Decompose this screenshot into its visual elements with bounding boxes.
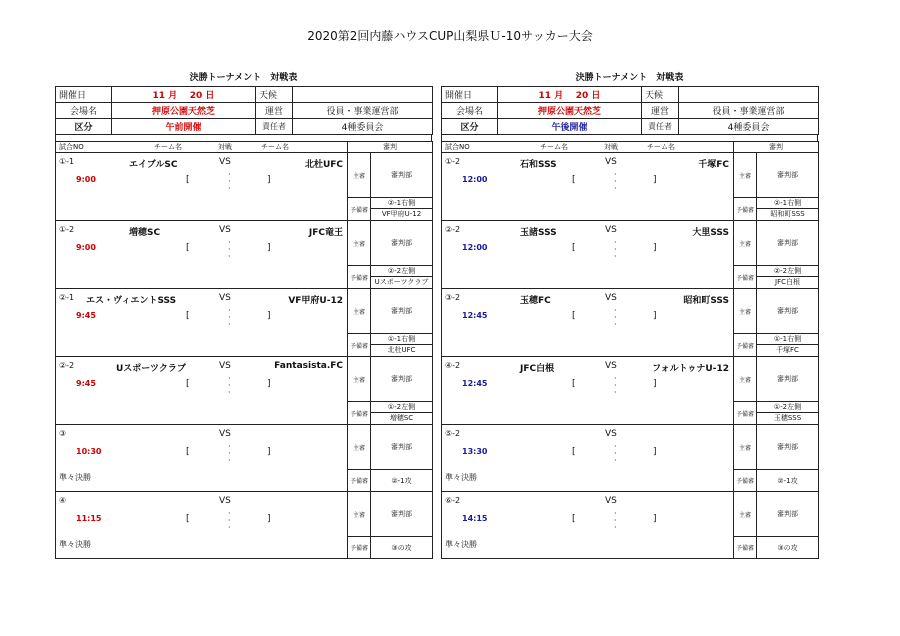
- match-number: ①-1: [59, 157, 75, 166]
- reserve-ref-cell: [371, 334, 433, 357]
- score-separator: · · ·: [228, 442, 231, 465]
- session-value: 午前開催: [112, 119, 256, 135]
- responsible-label: 責任者: [642, 119, 679, 135]
- main-ref-value: 審判部: [757, 221, 819, 266]
- header-vs: 対戦: [218, 143, 232, 151]
- team-b: VF甲府U-12: [288, 296, 343, 306]
- main-ref-label: 主審: [348, 425, 371, 470]
- score-bracket-open: [: [186, 175, 190, 185]
- score-bracket-close: ]: [267, 311, 271, 321]
- main-ref-value: 審判部: [371, 153, 433, 198]
- header-team-a: チーム名: [540, 143, 568, 151]
- reserve-ref-label: 予備審: [734, 402, 757, 425]
- score-bracket-close: ]: [267, 379, 271, 389]
- date-label: 開催日: [442, 87, 498, 103]
- main-ref-value: 審判部: [757, 357, 819, 402]
- team-a: 石和SSS: [520, 160, 557, 170]
- sheet-subtitle: 決勝トーナメント 対戦表: [575, 73, 684, 83]
- main-ref-label: 主審: [348, 492, 371, 537]
- team-a: 玉諸SSS: [520, 228, 557, 238]
- team-b: 大里SSS: [692, 228, 729, 238]
- team-a: エス・ヴィエントSSS: [86, 296, 177, 306]
- team-b: 千塚FC: [698, 160, 729, 170]
- score-separator: · · ·: [228, 374, 231, 397]
- reserve-ref-value: ②-1攻: [757, 470, 819, 492]
- score-bracket-close: ]: [267, 514, 271, 524]
- team-b: 昭和町SSS: [683, 296, 729, 306]
- match-row: [56, 289, 348, 357]
- reserve-ref-label: 予備審: [734, 334, 757, 357]
- reserve-ref-label: 予備審: [348, 334, 371, 357]
- info-table: [55, 86, 433, 135]
- match-number: ④: [59, 496, 67, 505]
- main-ref-label: 主審: [734, 289, 757, 334]
- vs-label: VS: [219, 429, 231, 439]
- main-ref-value: 審判部: [371, 289, 433, 334]
- match-row: [442, 289, 734, 357]
- division-label: 区分: [442, 119, 498, 135]
- team-b: フォルトゥナU-12: [652, 364, 729, 374]
- score-separator: · · ·: [614, 374, 617, 397]
- info-table: [441, 86, 819, 135]
- session-value: 午後開催: [498, 119, 642, 135]
- match-number: ③-2: [445, 293, 461, 302]
- main-ref-value: 審判部: [371, 492, 433, 537]
- score-bracket-open: [: [186, 311, 190, 321]
- main-ref-label: 主審: [734, 221, 757, 266]
- header-no: 試合NO: [59, 143, 84, 151]
- header-referee: 審判: [734, 142, 819, 153]
- score-separator: · · ·: [614, 170, 617, 193]
- venue-label: 会場名: [56, 103, 112, 119]
- score-bracket-close: ]: [653, 447, 657, 457]
- venue-value: 押原公園天然芝: [112, 103, 256, 119]
- team-a: 玉穂FC: [520, 296, 551, 306]
- vs-label: VS: [219, 361, 231, 371]
- document-title: 2020第2回内藤ハウスCUP山梨県Ｕ-10サッカー大会: [307, 29, 593, 43]
- match-row: [56, 221, 348, 289]
- score-bracket-close: ]: [653, 379, 657, 389]
- score-bracket-open: [: [572, 243, 576, 253]
- reserve-ref-cell: [757, 402, 819, 425]
- main-ref-label: 主審: [734, 492, 757, 537]
- date-label: 開催日: [56, 87, 112, 103]
- reserve-ref-cell: [757, 266, 819, 289]
- reserve-ref-value: ③の攻: [757, 537, 819, 559]
- match-number: ②-1: [59, 293, 75, 302]
- score-separator: · · ·: [228, 170, 231, 193]
- reserve-ref-top: ①-1右側: [757, 334, 818, 345]
- match-row: [442, 492, 734, 559]
- mgmt-value: 役員・事業運営部: [679, 103, 819, 119]
- header-vs: 対戦: [604, 143, 618, 151]
- score-bracket-open: [: [572, 175, 576, 185]
- main-ref-value: 審判部: [371, 425, 433, 470]
- score-bracket-open: [: [186, 514, 190, 524]
- date-day: 20 日: [575, 91, 601, 101]
- weather-value: [293, 87, 433, 103]
- match-row: [442, 221, 734, 289]
- score-bracket-open: [: [572, 447, 576, 457]
- event-date: [112, 87, 256, 103]
- responsible-value: 4種委員会: [293, 119, 433, 135]
- main-ref-label: 主審: [734, 153, 757, 198]
- match-time: 9:45: [76, 379, 96, 388]
- main-ref-value: 審判部: [371, 221, 433, 266]
- match-row: [56, 153, 348, 221]
- date-month: 11 月: [538, 91, 564, 101]
- match-number: ①-2: [59, 225, 75, 234]
- mgmt-label: 運営: [256, 103, 293, 119]
- weather-value: [679, 87, 819, 103]
- date-month: 11 月: [152, 91, 178, 101]
- main-ref-label: 主審: [348, 221, 371, 266]
- main-ref-value: 審判部: [757, 289, 819, 334]
- main-ref-label: 主審: [348, 289, 371, 334]
- reserve-ref-bottom: VF甲府U-12: [381, 210, 422, 218]
- vs-label: VS: [605, 293, 617, 303]
- score-bracket-open: [: [186, 447, 190, 457]
- match-number: ①-2: [445, 157, 461, 166]
- team-a: Uスポーツクラブ: [116, 364, 186, 374]
- reserve-ref-top: ①-2左側: [371, 402, 432, 413]
- match-time: 13:30: [462, 447, 488, 456]
- reserve-ref-top: ①-2左側: [757, 402, 818, 413]
- table-header: [56, 142, 348, 153]
- table-header: [442, 142, 734, 153]
- score-separator: · · ·: [614, 306, 617, 329]
- score-separator: · · ·: [228, 509, 231, 532]
- reserve-ref-label: 予備審: [734, 470, 757, 492]
- score-bracket-open: [: [186, 379, 190, 389]
- score-bracket-open: [: [572, 379, 576, 389]
- reserve-ref-top: ②-2左側: [757, 266, 818, 277]
- reserve-ref-cell: [757, 198, 819, 221]
- event-date: [498, 87, 642, 103]
- weather-label: 天候: [256, 87, 293, 103]
- score-separator: · · ·: [614, 442, 617, 465]
- score-bracket-open: [: [572, 311, 576, 321]
- reserve-ref-label: 予備審: [348, 198, 371, 221]
- reserve-ref-bottom: 増穂SC: [389, 414, 414, 422]
- main-ref-value: 審判部: [371, 357, 433, 402]
- reserve-ref-cell: [371, 402, 433, 425]
- vs-label: VS: [605, 225, 617, 235]
- match-time: 9:45: [76, 311, 96, 320]
- header-referee: 審判: [348, 142, 433, 153]
- main-ref-label: 主審: [348, 357, 371, 402]
- reserve-ref-bottom: 北杜UFC: [387, 346, 416, 354]
- match-time: 12:45: [462, 311, 488, 320]
- team-b: Fantasista.FC: [274, 361, 343, 371]
- match-time: 12:45: [462, 379, 488, 388]
- score-separator: · · ·: [614, 238, 617, 261]
- sheet-subtitle: 決勝トーナメント 対戦表: [189, 73, 298, 83]
- header-team-b: チーム名: [261, 143, 289, 151]
- match-number: ②-2: [59, 361, 75, 370]
- division-label: 区分: [56, 119, 112, 135]
- reserve-ref-bottom: 玉穂SSS: [773, 414, 802, 422]
- match-row: [56, 425, 348, 492]
- team-a: JFC白根: [520, 364, 555, 374]
- match-time: 9:00: [76, 175, 96, 184]
- bracket-sheet-afternoon: [441, 70, 818, 559]
- score-bracket-close: ]: [653, 311, 657, 321]
- header-team-b: チーム名: [647, 143, 675, 151]
- match-number: ⑤-2: [445, 429, 461, 438]
- match-time: 11:15: [76, 514, 102, 523]
- vs-label: VS: [219, 496, 231, 506]
- match-table: [55, 141, 433, 559]
- score-bracket-open: [: [572, 514, 576, 524]
- match-time: 10:30: [76, 447, 102, 456]
- score-bracket-close: ]: [267, 447, 271, 457]
- team-b: 北杜UFC: [304, 160, 343, 170]
- vs-label: VS: [605, 429, 617, 439]
- vs-label: VS: [219, 157, 231, 167]
- team-a: エイブルSC: [129, 160, 178, 170]
- match-note: 準々決勝: [445, 540, 477, 549]
- reserve-ref-bottom: Uスポーツクラブ: [374, 278, 429, 286]
- header-no: 試合NO: [445, 143, 470, 151]
- vs-label: VS: [605, 157, 617, 167]
- match-number: ②-2: [445, 225, 461, 234]
- match-note: 準々決勝: [445, 473, 477, 482]
- reserve-ref-label: 予備審: [348, 470, 371, 492]
- match-row: [442, 357, 734, 425]
- match-number: ⑥-2: [445, 496, 461, 505]
- reserve-ref-value: ②-1攻: [371, 470, 433, 492]
- vs-label: VS: [605, 361, 617, 371]
- reserve-ref-top: ②-1右側: [371, 198, 432, 209]
- score-bracket-open: [: [186, 243, 190, 253]
- reserve-ref-label: 予備審: [734, 537, 757, 559]
- reserve-ref-cell: [757, 334, 819, 357]
- match-time: 12:00: [462, 243, 488, 252]
- responsible-label: 責任者: [256, 119, 293, 135]
- score-bracket-close: ]: [267, 175, 271, 185]
- score-separator: · · ·: [228, 306, 231, 329]
- score-bracket-close: ]: [267, 243, 271, 253]
- venue-value: 押原公園天然芝: [498, 103, 642, 119]
- match-row: [442, 425, 734, 492]
- score-bracket-close: ]: [653, 514, 657, 524]
- reserve-ref-label: 予備審: [348, 266, 371, 289]
- reserve-ref-cell: [371, 198, 433, 221]
- match-number: ③: [59, 429, 67, 438]
- match-number: ④-2: [445, 361, 461, 370]
- venue-label: 会場名: [442, 103, 498, 119]
- score-separator: · · ·: [228, 238, 231, 261]
- match-time: 14:15: [462, 514, 488, 523]
- reserve-ref-top: ①-1右側: [371, 334, 432, 345]
- reserve-ref-cell: [371, 266, 433, 289]
- header-team-a: チーム名: [154, 143, 182, 151]
- weather-label: 天候: [642, 87, 679, 103]
- main-ref-label: 主審: [734, 425, 757, 470]
- score-bracket-close: ]: [653, 175, 657, 185]
- match-note: 準々決勝: [59, 540, 91, 549]
- team-b: JFC竜王: [308, 228, 343, 238]
- score-separator: · · ·: [614, 509, 617, 532]
- vs-label: VS: [219, 293, 231, 303]
- reserve-ref-bottom: 昭和町SSS: [770, 210, 805, 218]
- score-bracket-close: ]: [653, 243, 657, 253]
- vs-label: VS: [605, 496, 617, 506]
- reserve-ref-bottom: JFC白根: [775, 278, 800, 286]
- main-ref-label: 主審: [348, 153, 371, 198]
- match-note: 準々決勝: [59, 473, 91, 482]
- mgmt-value: 役員・事業運営部: [293, 103, 433, 119]
- match-row: [56, 357, 348, 425]
- bracket-sheet-morning: [55, 70, 432, 559]
- main-ref-value: 審判部: [757, 425, 819, 470]
- vs-label: VS: [219, 225, 231, 235]
- match-table: [441, 141, 819, 559]
- reserve-ref-top: ②-2左側: [371, 266, 432, 277]
- reserve-ref-label: 予備審: [348, 402, 371, 425]
- reserve-ref-top: ②-1右側: [757, 198, 818, 209]
- match-time: 9:00: [76, 243, 96, 252]
- team-a: 増穂SC: [129, 228, 161, 238]
- main-ref-value: 審判部: [757, 153, 819, 198]
- main-ref-value: 審判部: [757, 492, 819, 537]
- reserve-ref-value: ③の攻: [371, 537, 433, 559]
- reserve-ref-label: 予備審: [734, 266, 757, 289]
- reserve-ref-bottom: 千塚FC: [776, 346, 799, 354]
- match-time: 12:00: [462, 175, 488, 184]
- responsible-value: 4種委員会: [679, 119, 819, 135]
- mgmt-label: 運営: [642, 103, 679, 119]
- main-ref-label: 主審: [734, 357, 757, 402]
- date-day: 20 日: [189, 91, 215, 101]
- reserve-ref-label: 予備審: [734, 198, 757, 221]
- match-row: [56, 492, 348, 559]
- match-row: [442, 153, 734, 221]
- reserve-ref-label: 予備審: [348, 537, 371, 559]
